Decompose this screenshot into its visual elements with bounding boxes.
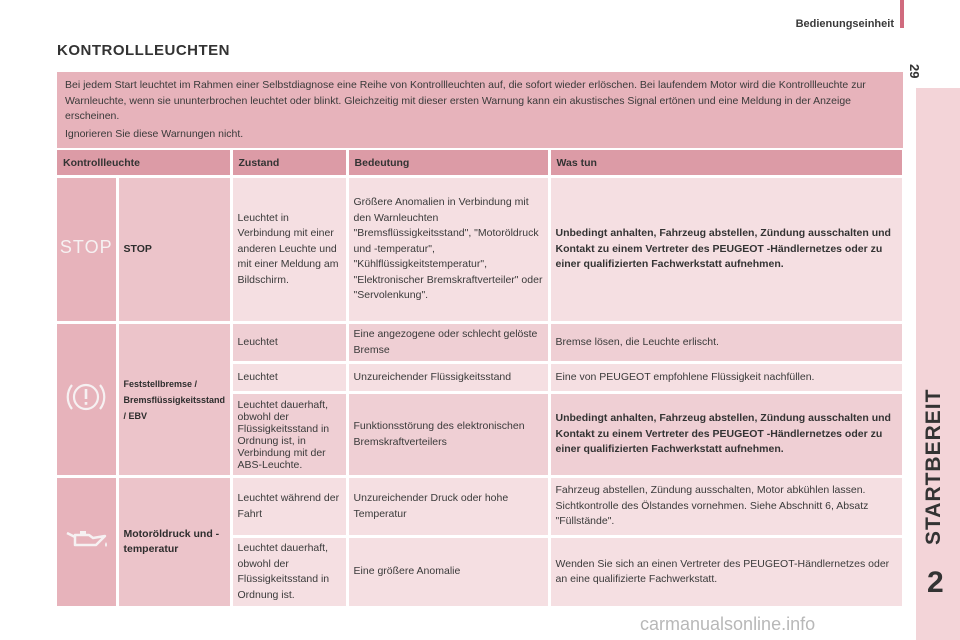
state-cell: Leuchtet	[231, 363, 347, 393]
action-cell: Eine von PEUGEOT empfohlene Flüssigkeit nachfüllen.	[549, 363, 903, 393]
intro-paragraph: Bei jedem Start leuchtet im Rahmen einer Selbstdiagnose eine Reihe von Kontrollleuchten auf, die sofort wieder erlöschen. Bei laufendem Motor wird die Kontrollleuchte zur Warnleuchte, wenn sie ununterbrochen leuchtet oder blinkt. Gleichzeitig mit dieser ersten Warnung kann ein akustisches Signal ertönen und eine Meldung in der Anzeige erscheinen.	[65, 79, 866, 122]
column-header-state: Zustand	[231, 150, 347, 177]
chapter-tab	[916, 88, 960, 640]
intro-warning: Ignorieren Sie diese Warnungen nicht.	[65, 127, 244, 140]
light-name-brake: Feststellbremse / Bremsflüssigkeitsstand / EBV	[117, 323, 231, 477]
light-name-stop: STOP	[117, 177, 231, 323]
action-cell: Bremse lösen, die Leuchte erlischt.	[549, 323, 903, 363]
meaning-cell: Größere Anomalien in Verbindung mit den Warnleuchten "Bremsflüssigkeitsstand", "Motoröldruck und -temperatur", "Kühlflüssigkeitstemperatur", "Elektronischer Bremskraftverteiler" oder "Servolenkung".	[347, 177, 549, 323]
action-cell: Wenden Sie sich an einen Vertreter des PEUGEOT-Händlernetzes oder an eine qualifizierte Fachwerkstatt.	[549, 537, 903, 608]
state-cell: Leuchtet in Verbindung mit einer anderen Leuchte und mit einer Meldung am Bildschirm.	[231, 177, 347, 323]
watermark: carmanualsonline.info	[640, 614, 816, 634]
header-divider	[900, 0, 904, 28]
chapter-name: STARTBEREIT	[922, 388, 945, 545]
oil-can-icon	[63, 526, 109, 552]
stop-icon-cell	[57, 177, 117, 323]
intro-box	[57, 72, 903, 148]
meaning-cell: Unzureichender Flüssigkeitsstand	[347, 363, 549, 393]
warning-lights-table	[57, 150, 905, 609]
meaning-cell: Unzureichender Druck oder hohe Temperatur	[347, 477, 549, 537]
action-cell: Fahrzeug abstellen, Zündung ausschalten, Motor abkühlen lassen. Sichtkontrolle des Ölstandes vornehmen. Siehe Abschnitt 6, Absatz "Füllstände".	[549, 477, 903, 537]
action-cell: Unbedingt anhalten, Fahrzeug abstellen, Zündung ausschalten und Kontakt zu einem Vertreter des PEUGEOT -Händlernetzes oder zu einer qualifizierten Fachwerkstatt aufnehmen.	[549, 177, 903, 323]
table-header-row	[57, 150, 903, 177]
page-number: 29	[907, 64, 922, 79]
brake-icon-cell	[57, 323, 117, 477]
running-head: Bedienungseinheit	[795, 18, 894, 30]
column-header-action: Was tun	[549, 150, 903, 177]
page-title: KONTROLLLEUCHTEN	[57, 42, 230, 59]
brake-warning-icon	[64, 377, 108, 417]
meaning-cell: Funktionsstörung des elektronischen Bremskraftverteilers	[347, 393, 549, 477]
meaning-cell: Eine größere Anomalie	[347, 537, 549, 608]
meaning-cell: Eine angezogene oder schlecht gelöste Bremse	[347, 323, 549, 363]
state-cell: Leuchtet dauerhaft, obwohl der Flüssigkeitsstand in Ordnung ist, in Verbindung mit der ABS-Leuchte.	[231, 393, 347, 477]
stop-icon: STOP	[59, 237, 113, 258]
table-row-brake	[57, 323, 903, 363]
column-header-meaning: Bedeutung	[347, 150, 549, 177]
light-name-oil: Motoröldruck und -temperatur	[117, 477, 231, 608]
state-cell: Leuchtet	[231, 323, 347, 363]
oil-icon-cell	[57, 477, 117, 608]
chapter-number: 2	[927, 566, 944, 599]
column-header-light: Kontrollleuchte	[57, 150, 231, 177]
table-row-oil	[57, 477, 903, 537]
action-cell: Unbedingt anhalten, Fahrzeug abstellen, Zündung ausschalten und Kontakt zu einem Vertreter des PEUGEOT -Händlernetzes oder zu einer qualifizierten Fachwerkstatt aufnehmen.	[549, 393, 903, 477]
state-cell: Leuchtet dauerhaft, obwohl der Flüssigkeitsstand in Ordnung ist.	[231, 537, 347, 608]
state-cell: Leuchtet während der Fahrt	[231, 477, 347, 537]
table-row-stop	[57, 177, 903, 323]
